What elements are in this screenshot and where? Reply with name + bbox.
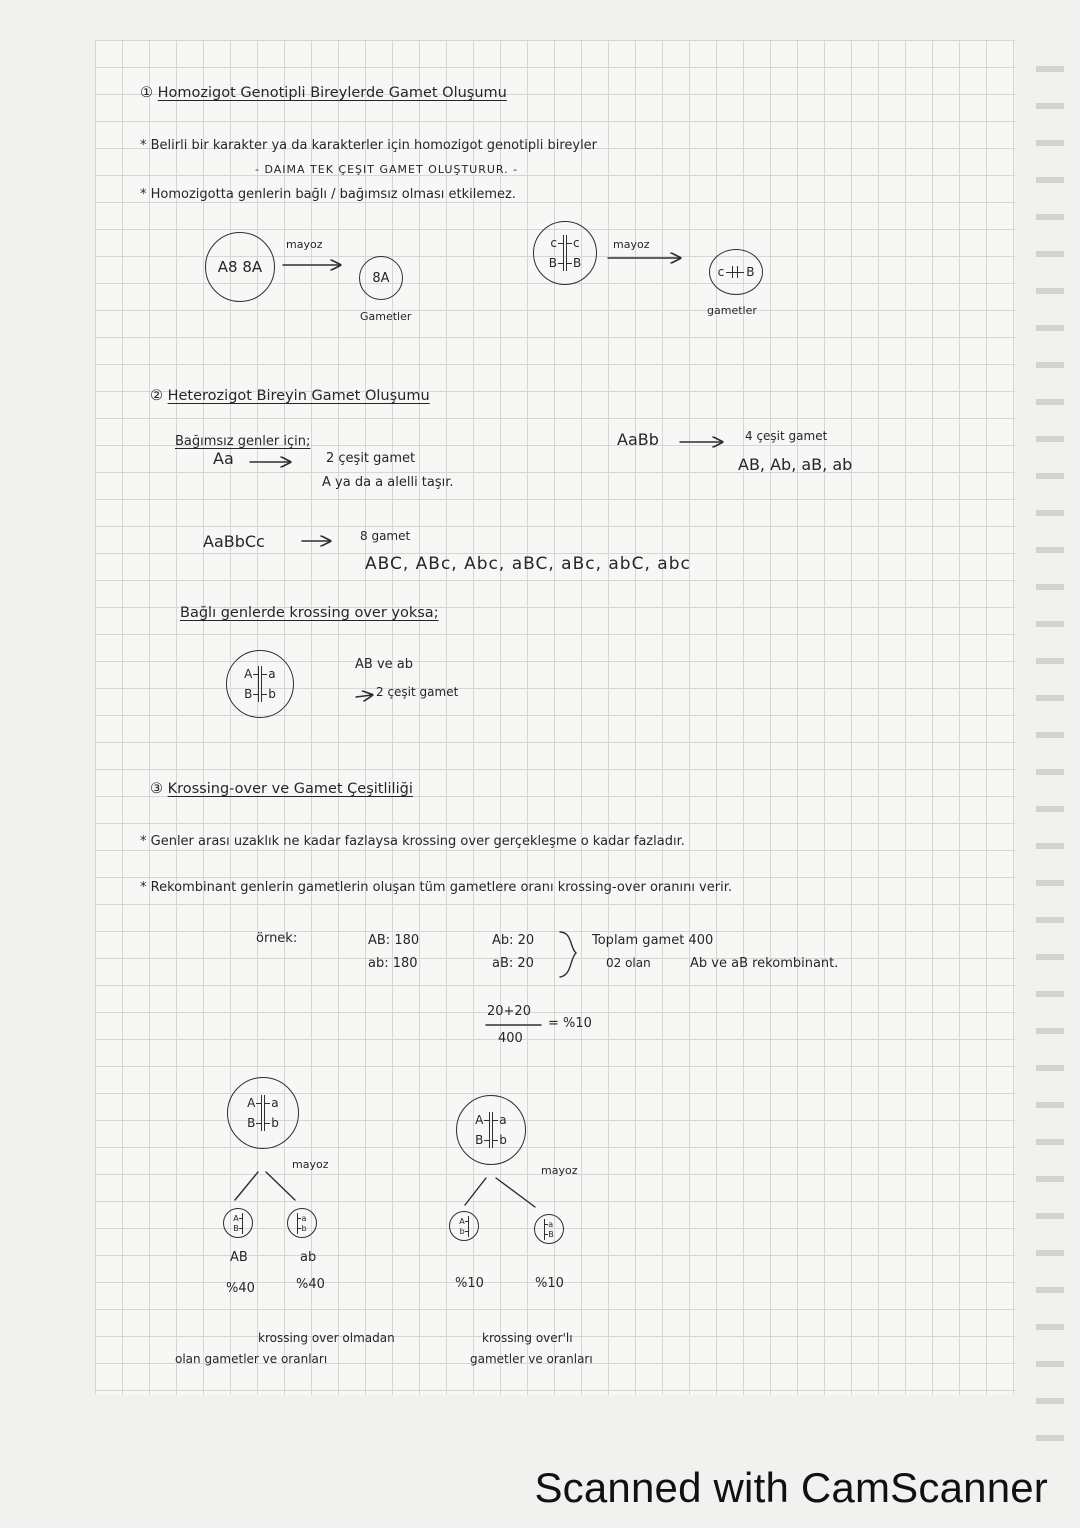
gamete-cell [287, 1208, 317, 1238]
allele-label: B [247, 1116, 261, 1130]
chromosome-left [247, 1095, 262, 1131]
gamete-ratio: %40 [296, 1277, 325, 1292]
diagram-caption: Gametler [360, 310, 412, 323]
gamete-ratio: %40 [226, 1281, 255, 1296]
process-label: mayoz [286, 238, 323, 251]
chromosome-right [566, 235, 581, 271]
scanner-watermark: Scanned with CamScanner [534, 1464, 1048, 1511]
allele-label: a [298, 1214, 306, 1223]
allele-label: b [262, 687, 276, 701]
genotype-label: Aa [213, 449, 234, 468]
cell-homozygous [205, 232, 275, 302]
note-prefix: 02 olan [606, 956, 651, 970]
section-1-heading [140, 85, 507, 102]
fraction-denominator: 400 [498, 1031, 523, 1046]
allele-label: a [545, 1220, 553, 1229]
allele-label: b [493, 1133, 507, 1147]
gamete-cell [534, 1214, 564, 1244]
chromosome-left [244, 666, 259, 702]
allele-label: a [265, 1096, 278, 1110]
genotype-label: AaBbCc [203, 532, 265, 551]
cell-heterozygous-linked [226, 650, 294, 718]
gamete-cell [449, 1211, 479, 1241]
allele-label: c [550, 236, 563, 250]
chromosome-line [726, 265, 744, 279]
allele-label: a [262, 667, 275, 681]
note-line: * Rekombinant genlerin gametlerin oluşan tüm gametlere oranı krossing-over oranını verir. [140, 880, 732, 895]
process-label: mayoz [541, 1164, 578, 1177]
gamete-ratio: %10 [455, 1276, 484, 1291]
allele-label: A [233, 1214, 241, 1223]
chromosome-pair [244, 666, 276, 702]
genotype-label: A8 8A [217, 258, 263, 276]
section-title: Krossing-over ve Gamet Çeşitliliği [167, 781, 413, 797]
gamete-count: 2 çeşit gamet [326, 451, 416, 466]
section-title: Homozigot Genotipli Bireylerde Gamet Oluşumu [157, 85, 507, 101]
allele-label: A [459, 1217, 467, 1226]
allele-label: c [717, 265, 725, 279]
allele-label: B [233, 1224, 242, 1233]
allele-label: B [549, 256, 563, 270]
gamete-list: ABC, ABc, Abc, aBC, aBc, abC, abc [365, 554, 691, 574]
section-2-heading [150, 388, 430, 405]
allele-label: b [265, 1116, 279, 1130]
gamete-count-recombinant: aB: 20 [492, 956, 534, 971]
allele-label: c [567, 236, 580, 250]
allele-label: B [244, 687, 258, 701]
cell-parent-no-crossing-over [227, 1077, 299, 1149]
cell-parent-crossing-over [456, 1095, 526, 1165]
chromosome-right [544, 1219, 554, 1240]
allele-label: a [493, 1113, 506, 1127]
diagram-caption: krossing over olmadan [258, 1331, 395, 1345]
gamete-list: AB ve ab [355, 657, 413, 672]
notebook-edge [1036, 40, 1064, 1460]
chromosome-pair [475, 1112, 507, 1148]
allele-label: A [244, 667, 258, 681]
allele-label: b [298, 1224, 306, 1233]
chromosome-left [459, 1216, 468, 1237]
diagram-caption: krossing over'lı [482, 1331, 573, 1345]
diagram-caption: olan gametler ve oranları [175, 1352, 328, 1366]
fraction-result: = %10 [548, 1016, 592, 1031]
subsection-title: Bağlı genlerde krossing over yoksa; [180, 605, 439, 621]
note-line: * Belirli bir karakter ya da karakterler için homozigot genotipli bireyler [140, 138, 598, 153]
gamete-ratio: %10 [535, 1276, 564, 1291]
gamete-count: 8 gamet [360, 529, 411, 543]
gamete-cell [359, 256, 403, 300]
gamete-label: 8A [372, 270, 390, 286]
cell-homozygous-chromosomes [533, 221, 597, 285]
gamete-label: AB [230, 1250, 248, 1265]
fraction-numerator: 20+20 [487, 1004, 531, 1019]
section-number: ① [140, 85, 153, 101]
example-label: örnek: [256, 931, 298, 946]
section-title: Heterozigot Bireyin Gamet Oluşumu [167, 388, 430, 404]
diagram-caption: gametler ve oranları [470, 1352, 593, 1366]
note-line: A ya da a alelli taşır. [322, 475, 454, 490]
total-gametes: Toplam gamet 400 [592, 933, 714, 948]
recombinant-note: Ab ve aB rekombinant. [690, 956, 839, 971]
chromosome-left [475, 1112, 490, 1148]
gamete-count: 2 çeşit gamet [376, 685, 459, 699]
note-line: * Homozigotta genlerin bağlı / bağımsız olması etkilemez. [140, 187, 516, 202]
chromosome-pair [549, 235, 581, 271]
section-3-heading [150, 781, 413, 798]
gamete-count: 4 çeşit gamet [745, 429, 828, 443]
chromosome-right [261, 666, 276, 702]
gamete-count-recombinant: Ab: 20 [492, 933, 535, 948]
allele-label: B [746, 265, 755, 279]
process-label: mayoz [613, 238, 650, 251]
allele-label: b [460, 1227, 468, 1236]
gamete-label: ab [300, 1250, 317, 1265]
gamete-list: AB, Ab, aB, ab [738, 455, 853, 474]
allele-label: A [475, 1113, 489, 1127]
gamete-count-parental: AB: 180 [368, 933, 420, 948]
gamete-cell [223, 1208, 253, 1238]
chromosome-left [549, 235, 564, 271]
chromosome-right [297, 1213, 306, 1234]
section-number: ③ [150, 781, 163, 797]
gamete-cell [709, 249, 763, 295]
note-line-emphasis: - DAIMA TEK ÇEŞIT GAMET OLUŞTURUR. - [255, 163, 519, 176]
note-line: * Genler arası uzaklık ne kadar fazlaysa krossing over gerçekleşme o kadar fazladır. [140, 834, 685, 849]
gamete-count-parental: ab: 180 [368, 956, 418, 971]
chromosome-pair [247, 1095, 279, 1131]
subsection-title: Bağımsız genler için; [175, 434, 311, 449]
allele-label: B [567, 256, 581, 270]
chromosome-left [233, 1213, 243, 1234]
chromosome-right [264, 1095, 279, 1131]
diagram-caption: gametler [707, 304, 757, 317]
allele-label: A [247, 1096, 261, 1110]
allele-label: B [545, 1230, 554, 1239]
section-number: ② [150, 388, 163, 404]
genotype-label: AaBb [617, 430, 659, 449]
gamete-chromosome [718, 265, 755, 279]
process-label: mayoz [292, 1158, 329, 1171]
allele-label: B [475, 1133, 489, 1147]
chromosome-right [492, 1112, 507, 1148]
